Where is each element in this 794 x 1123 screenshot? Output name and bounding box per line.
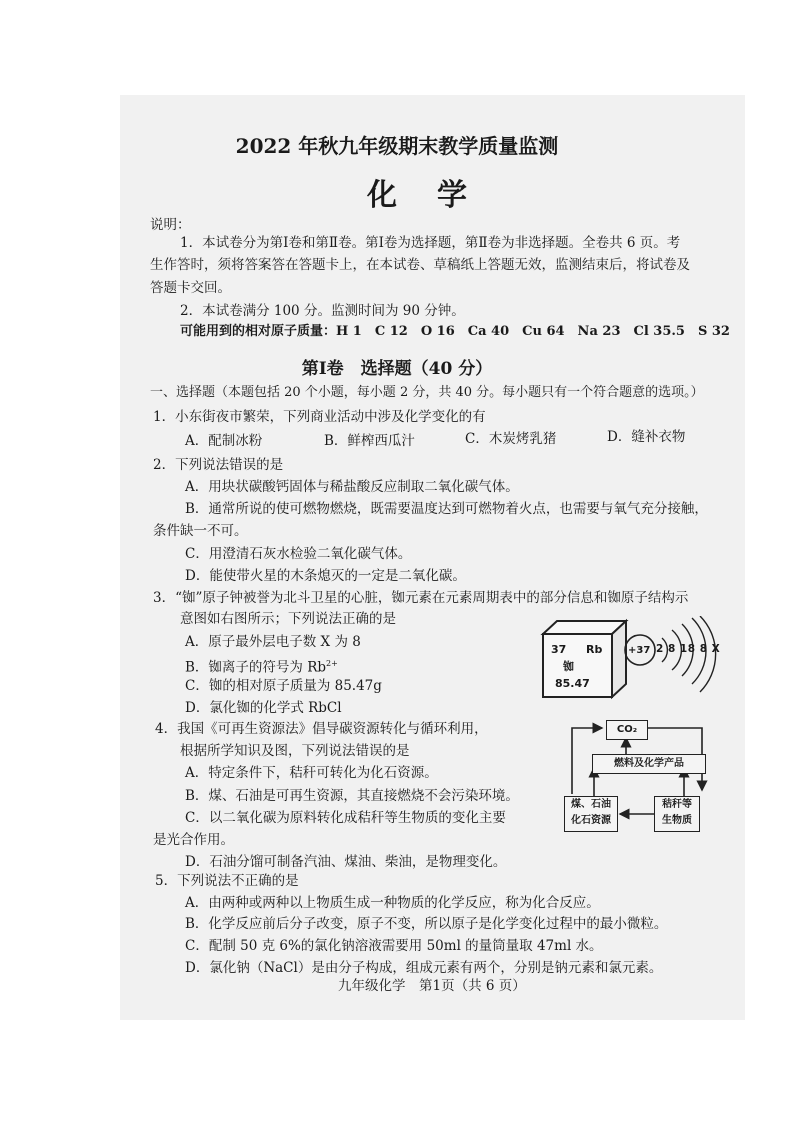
notes-label: 说明：: [150, 217, 191, 233]
electron-shells: 2 8 18 8 X: [656, 643, 721, 655]
element-name: 铷: [563, 660, 574, 673]
q5-stem: 5．下列说法不正确的是: [155, 873, 299, 889]
q3-option-b-text: B．铷离子的符号为 Rb: [185, 659, 327, 676]
straw-biomass-line-1: 秸秆等: [662, 799, 692, 810]
fuel-products-box: 燃料及化学产品: [592, 754, 706, 774]
q2-stem: 2．下列说法错误的是: [153, 457, 284, 473]
q1-option-d: D．缝补衣物: [607, 429, 686, 445]
fossil-resources-box: [564, 796, 618, 832]
q3-option-c: C．铷的相对原子质量为 85.47g: [185, 678, 382, 694]
q4-stem-line-1: 4．我国《可再生资源法》倡导碳资源转化与循环利用，: [155, 721, 488, 737]
fossil-resources-line-2: 化石资源: [571, 815, 611, 826]
q2-option-b-line-2: 条件缺一不可。: [153, 523, 248, 539]
q1-stem: 1．小东街夜市繁荣，下列商业活动中涉及化学变化的有: [153, 409, 486, 425]
element-number: 37: [551, 643, 567, 656]
co2-box: CO₂: [606, 720, 648, 740]
q2-option-b-line-1: B．通常所说的使可燃物燃烧，既需要温度达到可燃物着火点，也需要与氧气充分接触，: [185, 501, 708, 517]
subject-title: 化学: [367, 178, 507, 213]
q4-option-b: B．煤、石油是可再生资源，其直接燃烧不会污染环境。: [185, 788, 519, 804]
element-mass: 85.47: [555, 677, 590, 690]
q3-option-b-charge: 2+: [326, 659, 338, 668]
q3-option-d: D．氯化铷的化学式 RbCl: [185, 700, 342, 716]
q2-option-d: D．能使带火星的木条熄灭的一定是二氧化碳。: [185, 568, 466, 584]
fossil-resources-line-1: 煤、石油: [571, 799, 611, 810]
note-1-line-2: 生作答时，须将答案答在答题卡上，在本试卷、草稿纸上答题无效，监测结束后，将试卷及: [150, 257, 690, 273]
q3-option-a: A．原子最外层电子数 X 为 8: [185, 634, 361, 650]
q5-option-a: A．由两种或两种以上物质生成一种物质的化学反应，称为化合反应。: [185, 895, 600, 911]
nucleus-charge: +37: [628, 645, 651, 656]
q3-option-b: [185, 655, 338, 677]
q1-option-c: C．木炭烤乳猪: [465, 431, 557, 447]
note-2: 2．本试卷满分 100 分。监测时间为 90 分钟。: [180, 303, 465, 319]
q4-option-a: A．特定条件下，秸秆可转化为化石资源。: [185, 765, 438, 781]
q2-option-c: C．用澄清石灰水检验二氧化碳气体。: [185, 546, 412, 562]
section-title: 第Ⅰ卷 选择题（40 分）: [301, 359, 493, 379]
exam-title: 2022 年秋九年级期末教学质量监测: [235, 134, 559, 158]
q4-option-d: D．石油分馏可制备汽油、煤油、柴油，是物理变化。: [185, 854, 507, 870]
q5-option-b: B．化学反应前后分子改变，原子不变，所以原子是化学变化过程中的最小微粒。: [185, 916, 668, 932]
q1-option-a: A．配制冰粉: [185, 433, 263, 449]
q1-option-b: B．鲜榨西瓜汁: [324, 433, 415, 449]
note-1-line-3: 答题卡交回。: [150, 280, 231, 296]
q5-option-c: C．配制 50 克 6%的氯化钠溶液需要用 50ml 的量筒量取 47ml 水。: [185, 938, 603, 954]
straw-biomass-box: [654, 796, 700, 832]
q2-option-a: A．用块状碳酸钙固体与稀盐酸反应制取二氧化碳气体。: [185, 479, 519, 495]
q4-stem-line-2: 根据所学知识及图，下列说法错误的是: [180, 743, 410, 759]
q3-stem-line-1: 3．“铷”原子钟被誉为北斗卫星的心脏，铷元素在元素周期表中的部分信息和铷原子结构示: [153, 590, 689, 606]
atomic-masses: 可能用到的相对原子质量：H 1 C 12 O 16 Ca 40 Cu 64 Na 23 Cl 35.5 S 32: [180, 324, 730, 339]
element-symbol: Rb: [586, 643, 603, 656]
note-1-line-1: 1．本试卷分为第Ⅰ卷和第Ⅱ卷。第Ⅰ卷为选择题，第Ⅱ卷为非选择题。全卷共 6 页。考: [180, 235, 681, 251]
q3-stem-line-2: 意图如右图所示；下列说法正确的是: [180, 611, 396, 627]
q4-option-c-line-1: C．以二氧化碳为原料转化成秸秆等生物质的变化主要: [185, 810, 506, 826]
q5-option-d: D．氯化钠（NaCl）是由分子构成，组成元素有两个，分别是钠元素和氯元素。: [185, 960, 663, 976]
page-footer: 九年级化学 第1页（共 6 页）: [338, 978, 526, 994]
straw-biomass-line-2: 生物质: [662, 815, 692, 826]
q4-option-c-line-2: 是光合作用。: [153, 832, 234, 848]
section-intro: 一、选择题（本题包括 20 个小题，每小题 2 分，共 40 分。每小题只有一个符合题意的选项。）: [150, 385, 704, 400]
